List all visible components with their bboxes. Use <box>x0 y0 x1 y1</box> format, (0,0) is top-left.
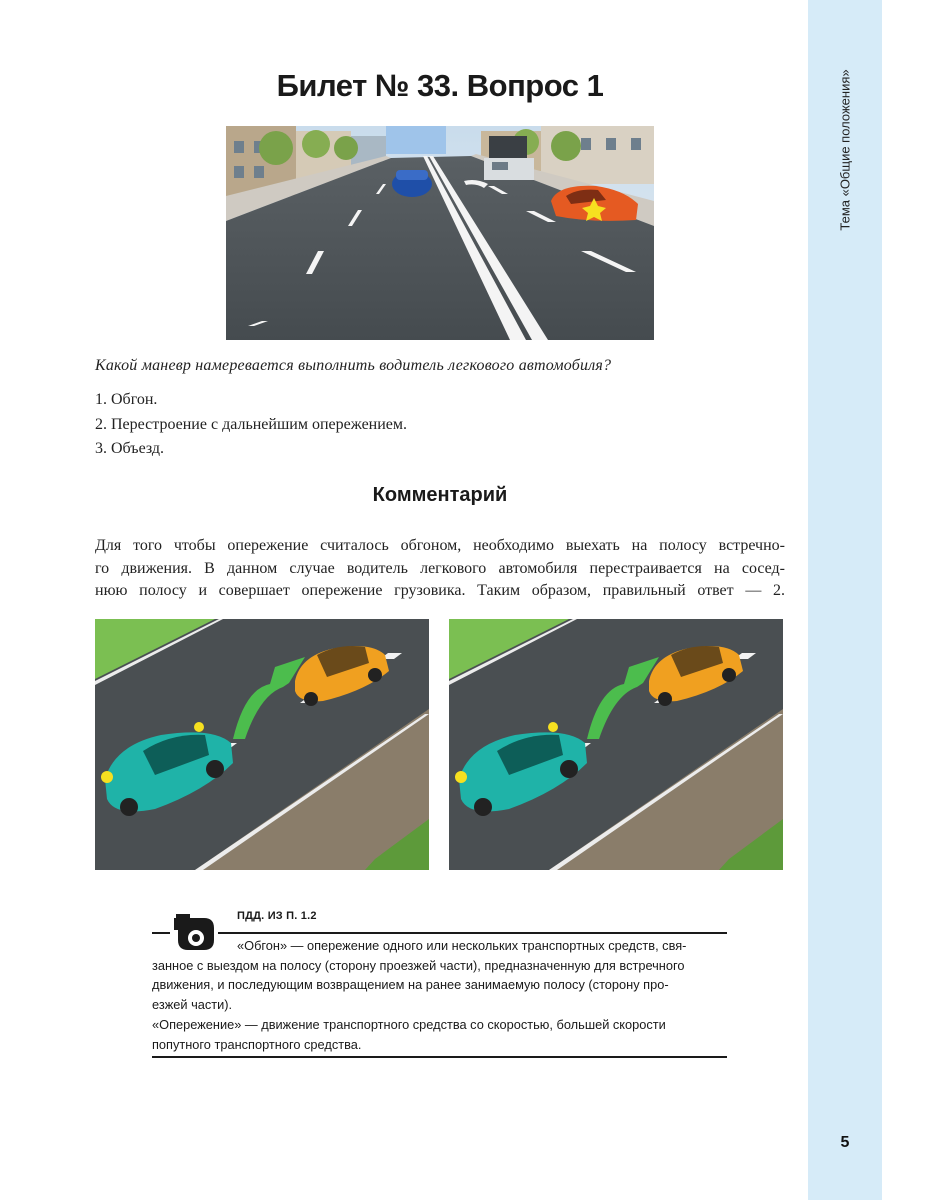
question-text: Какой маневр намеревается выполнить водитель легкового автомобиля? <box>95 357 612 374</box>
answer-list <box>95 388 407 462</box>
answer-option: 3. Объезд. <box>95 440 165 457</box>
rule-reference: ПДД. ИЗ П. 1.2 <box>237 910 317 922</box>
lane-change-illustration-2 <box>449 619 783 870</box>
definition-line: езжей части). <box>152 996 233 1012</box>
side-tab-label: Тема «Общие положения» <box>837 69 853 231</box>
comment-heading: Комментарий <box>372 484 508 506</box>
rule-top-divider <box>152 932 727 934</box>
answer-option: 1. Обгон. <box>95 391 158 408</box>
answer-option: 2. Перестроение с дальнейшим опережением. <box>95 415 408 433</box>
rule-box <box>152 900 727 1060</box>
page-number: 5 <box>840 1134 850 1151</box>
ticket-title: Билет № 33. Вопрос 1 <box>276 68 604 103</box>
comment-line: нюю полосу и совершает опережение грузовика. Таким образом, правильный ответ — 2. <box>95 582 785 599</box>
lane-change-illustration-1 <box>95 619 429 870</box>
comment-line: Для того чтобы опережение считалось обгоном, необходимо выехать на полосу встречно- <box>95 537 785 554</box>
definition-line: занное с выездом на полосу (сторону проезжей части), предназначенную для встречного <box>152 957 685 973</box>
definition-overtaking <box>152 936 727 1014</box>
street-scene-illustration <box>226 126 654 340</box>
rule-bottom-divider <box>152 1056 727 1058</box>
definition-line: попутного транспортного средства. <box>152 1036 362 1052</box>
definition-line: движения, и последующим возвращением на ранее занимаемую полосу (сторону про- <box>152 977 669 992</box>
comment-paragraph <box>95 535 785 603</box>
definition-line: «Опережение» — движение транспортного средства со скоростью, большей скорости <box>152 1017 666 1032</box>
comment-line: го движения. В данном случае водитель легкового автомобиля перестраивается на сосед- <box>95 559 785 577</box>
definition-passing <box>152 1015 727 1054</box>
definition-line: «Обгон» — опережение одного или нескольких транспортных средств, свя- <box>237 938 687 953</box>
